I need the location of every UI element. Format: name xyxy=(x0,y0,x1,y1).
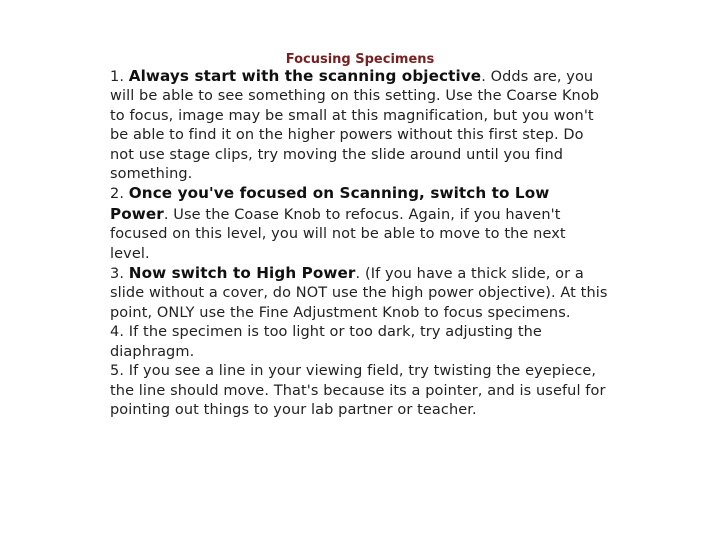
step-number: 4. xyxy=(110,324,125,341)
step-item-4 xyxy=(110,323,610,362)
step-text: . Odds are, you will be able to see something on this setting. Use the Coarse Knob to focus, image may be small at this magnification, but you won't be able to find it on the higher powers without this first step. Do not use stage clips, try moving the slide around until you find something. xyxy=(110,69,600,183)
step-item-1 xyxy=(110,67,610,184)
step-item-5 xyxy=(110,362,610,420)
step-number: 3. xyxy=(110,266,125,283)
step-lead: Always start with the scanning objective xyxy=(128,67,482,85)
step-text: . (If you have a thick slide, or a slide without a cover, do NOT use the high power objective). At this point, ONLY use the Fine Adjustment Knob to focus specimens. xyxy=(110,266,608,321)
steps-list xyxy=(110,67,610,420)
step-number: 2. xyxy=(110,186,125,203)
slide-title: Focusing Specimens xyxy=(285,52,435,67)
step-text: If the specimen is too light or too dark, try adjusting the diaphragm. xyxy=(110,324,542,360)
step-lead: Once you've focused on Scanning, switch to Low Power xyxy=(110,184,550,223)
step-text: If you see a line in your viewing field, try twisting the eyepiece, the line should move. That's because its a pointer, and is useful for pointing out things to your lab partner or teacher. xyxy=(110,363,606,418)
step-text: . Use the Coase Knob to refocus. Again, if you haven't focused on this level, you will not be able to move to the next level. xyxy=(110,206,566,262)
step-lead: Now switch to High Power xyxy=(128,264,356,283)
step-number: 5. xyxy=(110,363,125,380)
step-number: 1. xyxy=(110,69,125,85)
step-item-3 xyxy=(110,264,610,323)
step-item-2 xyxy=(110,184,610,264)
